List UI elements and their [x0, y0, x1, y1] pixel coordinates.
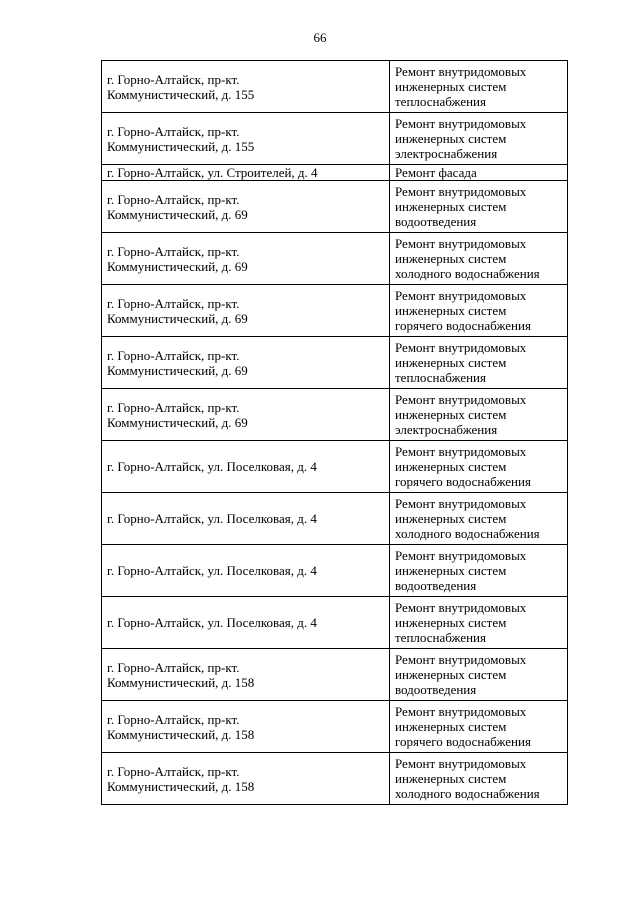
- table-row: [102, 285, 568, 337]
- table-row: [102, 701, 568, 753]
- page-number: 66: [313, 30, 327, 45]
- table-row: [102, 545, 568, 597]
- work-type-cell: Ремонт внутридомовых инженерных систем холодного водоснабжения: [390, 493, 568, 545]
- table-row: [102, 165, 568, 181]
- work-type-cell: Ремонт внутридомовых инженерных систем водоотведения: [390, 181, 568, 233]
- table-row: [102, 597, 568, 649]
- work-type-cell: Ремонт внутридомовых инженерных систем горячего водоснабжения: [390, 285, 568, 337]
- table-row: [102, 233, 568, 285]
- address-cell: г. Горно-Алтайск, ул. Поселковая, д. 4: [102, 441, 390, 493]
- address-cell: г. Горно-Алтайск, пр-кт. Коммунистический, д. 69: [102, 233, 390, 285]
- address-cell: г. Горно-Алтайск, ул. Поселковая, д. 4: [102, 597, 390, 649]
- address-cell: г. Горно-Алтайск, пр-кт. Коммунистический, д. 155: [102, 113, 390, 165]
- address-cell: г. Горно-Алтайск, ул. Поселковая, д. 4: [102, 493, 390, 545]
- work-type-cell: Ремонт внутридомовых инженерных систем теплоснабжения: [390, 337, 568, 389]
- address-cell: г. Горно-Алтайск, пр-кт. Коммунистический, д. 158: [102, 701, 390, 753]
- table-row: [102, 181, 568, 233]
- work-type-cell: Ремонт внутридомовых инженерных систем теплоснабжения: [390, 61, 568, 113]
- address-cell: г. Горно-Алтайск, пр-кт. Коммунистический, д. 69: [102, 285, 390, 337]
- table-row: [102, 389, 568, 441]
- table-row: [102, 61, 568, 113]
- table-row: [102, 649, 568, 701]
- works-table: [101, 60, 568, 805]
- address-cell: г. Горно-Алтайск, ул. Строителей, д. 4: [102, 165, 390, 181]
- address-cell: г. Горно-Алтайск, пр-кт. Коммунистический, д. 69: [102, 337, 390, 389]
- table-row: [102, 113, 568, 165]
- table-row: [102, 753, 568, 805]
- work-type-cell: Ремонт внутридомовых инженерных систем теплоснабжения: [390, 597, 568, 649]
- address-cell: г. Горно-Алтайск, пр-кт. Коммунистический, д. 69: [102, 181, 390, 233]
- address-cell: г. Горно-Алтайск, пр-кт. Коммунистический, д. 155: [102, 61, 390, 113]
- work-type-cell: Ремонт фасада: [390, 165, 568, 181]
- work-type-cell: Ремонт внутридомовых инженерных систем холодного водоснабжения: [390, 233, 568, 285]
- work-type-cell: Ремонт внутридомовых инженерных систем водоотведения: [390, 649, 568, 701]
- work-type-cell: Ремонт внутридомовых инженерных систем горячего водоснабжения: [390, 701, 568, 753]
- work-type-cell: Ремонт внутридомовых инженерных систем электроснабжения: [390, 389, 568, 441]
- address-cell: г. Горно-Алтайск, пр-кт. Коммунистический, д. 158: [102, 649, 390, 701]
- work-type-cell: Ремонт внутридомовых инженерных систем электроснабжения: [390, 113, 568, 165]
- work-type-cell: Ремонт внутридомовых инженерных систем холодного водоснабжения: [390, 753, 568, 805]
- address-cell: г. Горно-Алтайск, пр-кт. Коммунистический, д. 69: [102, 389, 390, 441]
- work-type-cell: Ремонт внутридомовых инженерных систем водоотведения: [390, 545, 568, 597]
- address-cell: г. Горно-Алтайск, ул. Поселковая, д. 4: [102, 545, 390, 597]
- table-row: [102, 493, 568, 545]
- table-row: [102, 441, 568, 493]
- works-table-body: [102, 61, 568, 805]
- address-cell: г. Горно-Алтайск, пр-кт. Коммунистический, д. 158: [102, 753, 390, 805]
- table-row: [102, 337, 568, 389]
- work-type-cell: Ремонт внутридомовых инженерных систем горячего водоснабжения: [390, 441, 568, 493]
